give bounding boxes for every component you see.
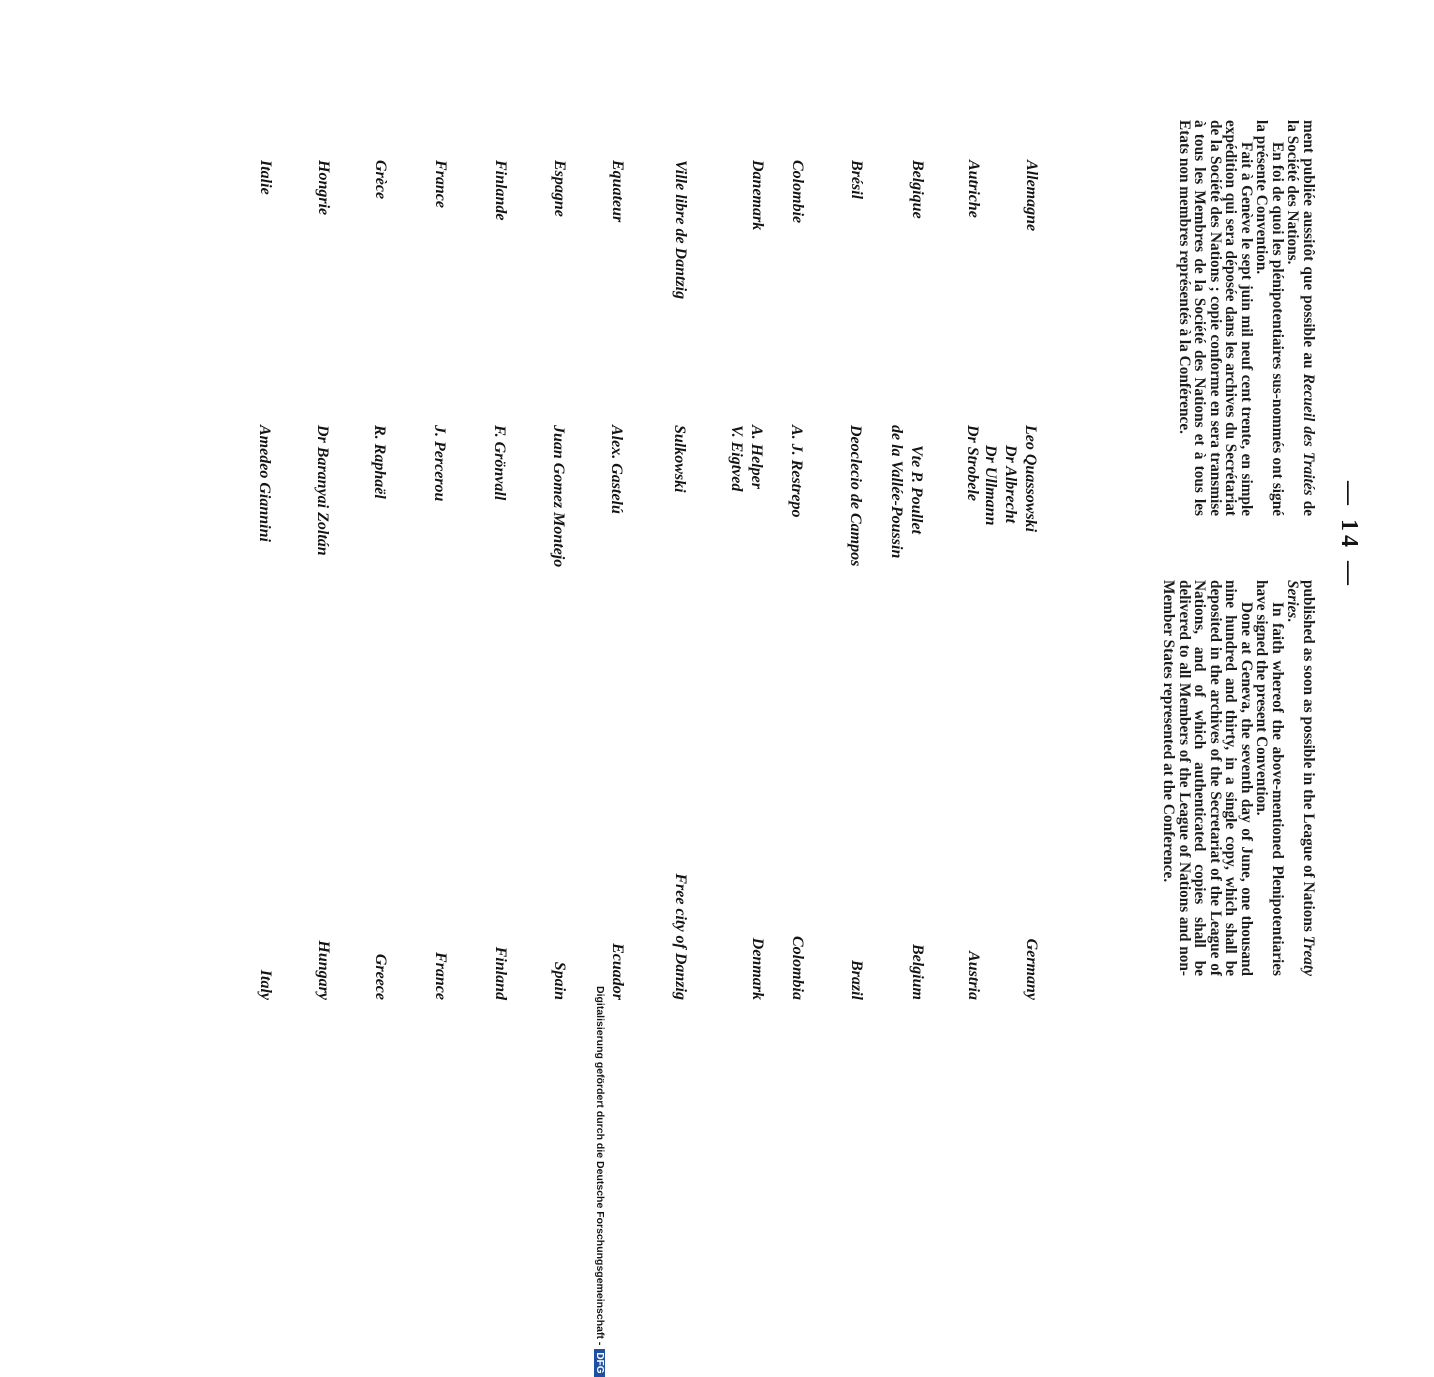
country-fr: Finlande	[492, 160, 509, 221]
french-p1-italic: Recueil des Traités	[1300, 373, 1317, 496]
signature-block	[980, 425, 1040, 532]
french-paragraph-1	[1285, 120, 1316, 516]
page-number: — 14 —	[1336, 481, 1362, 589]
signatory-name: Amedeo Giannini	[256, 425, 273, 542]
country-fr: Autriche	[965, 160, 982, 218]
english-paragraph-1	[1285, 580, 1316, 976]
country-en: Italy	[257, 969, 274, 1000]
signature-block	[312, 425, 332, 556]
country-fr: Grèce	[372, 160, 389, 200]
country-en: Finland	[492, 946, 509, 1000]
french-p1-tail: de la Société des Nations.	[1284, 120, 1317, 516]
country-fr: Italie	[257, 160, 274, 195]
country-en: Spain	[551, 961, 568, 1000]
french-p1-text: ment publiée aussitôt que possible au	[1300, 120, 1317, 374]
signature-block	[726, 425, 766, 491]
signatory-name: Vte P. Poullet	[908, 445, 925, 535]
signature-block	[786, 425, 806, 517]
english-p1-text: published as soon as possible in the League of Nations	[1300, 580, 1317, 936]
credit-text: Digitalisierung gefördert durch die Deutsche Forschungsgemeinschaft -	[594, 986, 606, 1346]
country-fr: Brésil	[848, 160, 865, 200]
signatory-name: R. Raphaël	[371, 425, 388, 499]
signature-block	[606, 425, 626, 514]
country-en: France	[432, 952, 449, 1000]
country-fr: Ville libre de Dantzig	[672, 160, 689, 300]
country-en: Austria	[965, 951, 982, 1000]
country-en: Brazil	[848, 959, 865, 1000]
country-fr: Danemark	[749, 160, 766, 231]
signatory-name: Alex. Gastelú	[608, 425, 625, 514]
country-en: Greece	[372, 953, 389, 1000]
signatory-name: Dr Ullmann	[982, 445, 999, 526]
french-text-column	[1177, 120, 1317, 516]
country-en: Free city of Danzig	[672, 873, 689, 1000]
english-text-column	[1161, 580, 1316, 976]
signatory-name: Dr Strobele	[964, 425, 981, 501]
signatory-name: Sulkowski	[671, 425, 688, 493]
country-en: Ecuador	[609, 943, 626, 1000]
english-paragraph-2: In faith whereof the above-mentioned Plenipotentiaries have signed the present Convention.	[1253, 580, 1286, 976]
dfg-logo: DFG	[594, 1349, 605, 1376]
french-paragraph-3: Fait à Genève le sept juin mil neuf cent trente, en simple expédition qui sera déposée dans les archives du Secrétariat de la Société des Nations ; copie conforme en sera transmise à tous les Membres de la Société des Nations et à tous les Etats non membres représentés à la Conférence.	[1176, 120, 1255, 516]
signature-block	[429, 425, 449, 501]
country-fr: Espagne	[551, 160, 568, 217]
signatory-name: Dr Albrecht	[1002, 445, 1019, 524]
digitization-credit	[594, 986, 606, 1374]
country-fr: Allemagne	[1023, 160, 1040, 232]
signatory-name: F. Grönvall	[491, 425, 508, 501]
country-en: Denmark	[749, 937, 766, 1000]
signature-block	[548, 425, 568, 567]
english-p1-tail: .	[1284, 618, 1302, 623]
signatory-name: Leo Quassowski	[1022, 425, 1039, 533]
signatory-name: de la Vallée-Poussin	[888, 425, 905, 559]
signature-block	[254, 425, 274, 542]
signatory-name: A. J. Restrepo	[788, 425, 805, 518]
signature-block	[489, 425, 509, 500]
signature-block	[669, 425, 689, 493]
country-en: Germany	[1023, 938, 1040, 1000]
country-fr: Equateur	[609, 160, 626, 223]
signature-block	[962, 425, 982, 501]
signatory-name: J. Percerou	[431, 425, 448, 502]
french-paragraph-2: En foi de quoi les plénipotentiaires sus-nommés ont signé la présente Convention.	[1253, 120, 1286, 516]
country-en: Belgium	[909, 943, 926, 1000]
country-fr: Hongrie	[315, 160, 332, 216]
signature-block	[369, 425, 389, 499]
english-paragraph-3: Done at Geneva, the seventh day of June, one thousand nine hundred and thirty, in a single copy, which shall be deposited in the archives of the Secretariat of the League of Nations, and of which authenticated copies shall be delivered to all Members of the League of Nations and non-Member States represented at the Conference.	[1160, 580, 1255, 976]
english-p1-italic: Treaty Series	[1284, 580, 1317, 976]
signatory-name: V. Eigtved	[728, 425, 745, 492]
signatory-name: Dr Baranyai Zoltán	[314, 425, 331, 556]
signatory-name: Deoclecio de Campos	[847, 425, 864, 567]
country-en: Colombia	[789, 935, 806, 1000]
signatory-name: A. Helper	[748, 425, 765, 489]
country-fr: Colombie	[789, 160, 806, 224]
country-fr: Belgique	[909, 160, 926, 219]
signature-block	[886, 425, 926, 558]
signature-block	[845, 425, 865, 566]
country-fr: France	[432, 160, 449, 208]
signatory-name: Juan Gomez Montejo	[550, 425, 567, 568]
country-en: Hungary	[315, 940, 332, 1000]
